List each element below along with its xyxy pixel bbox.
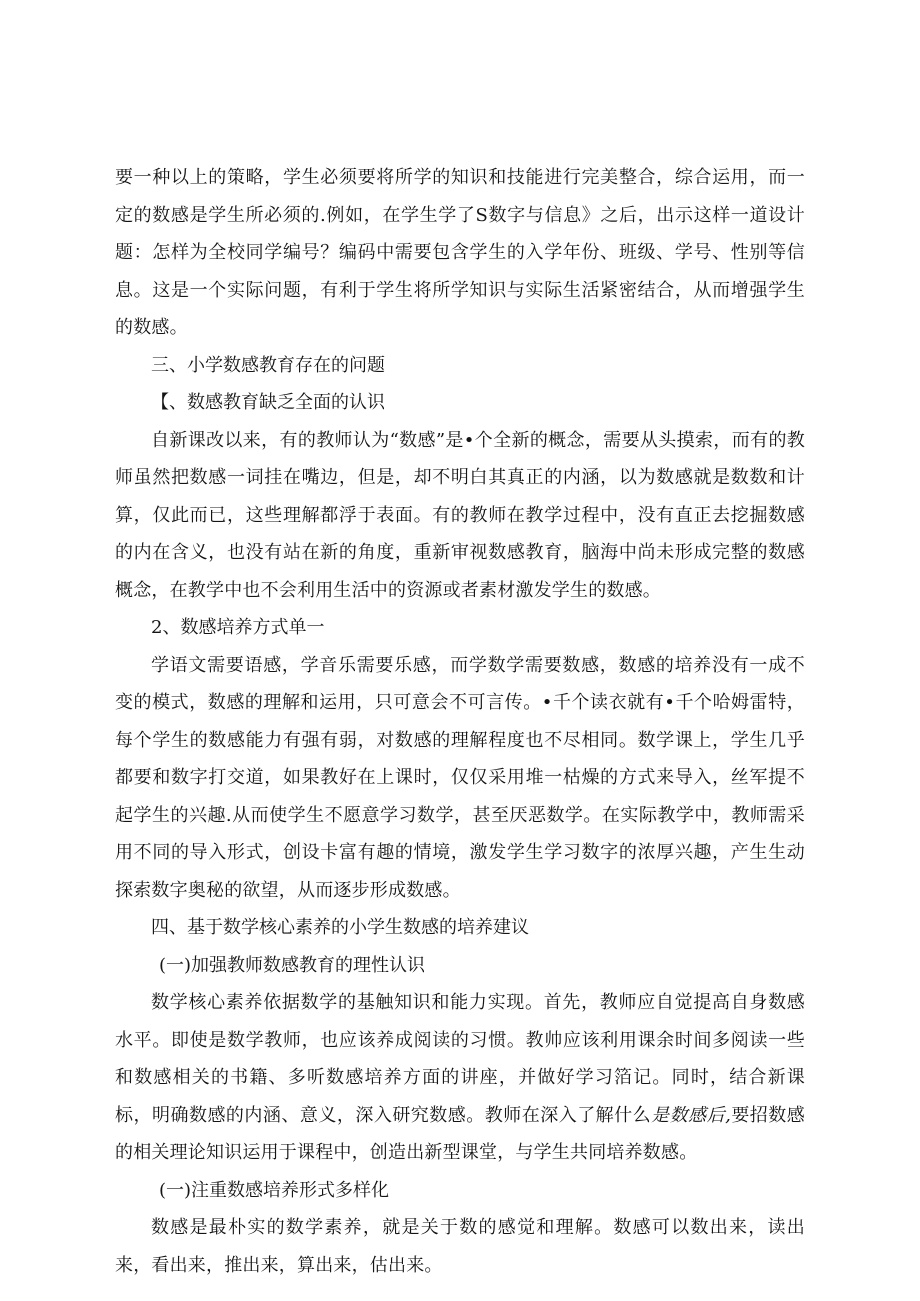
- subsection-heading-3-2: 2、数感培养方式单一: [151, 617, 325, 638]
- paragraph-diverse-forms: 数感是最朴实的数学素养，就是关于数的感觉和理解。数感可以数出来，读出来，看出来，推出来，算出来，估出来。: [115, 1217, 805, 1276]
- section-heading-4: 四、基于数学核心素养的小学生数感的培养建议: [151, 917, 529, 938]
- paragraph-understanding: 自新课改以来，有的教师认为“数感”是•个全新的概念，需要从头摸索，而有的教师虽然把数感一词挂在嘴边，但是，却不明白其真正的内涵，以为数感就是数数和计算，仅此而已，这些理解都浮于表面。有的教师在教学过程中，没有直正去挖掘数感的内在含义，也没有站在新的角度，重新审视数感教育，脑海中尚未形成完整的数感概念，在教学中也不会利用生活中的资源或者素材激发学生的数感。: [115, 429, 805, 601]
- subsection-heading-3-1: 【、数感教育缺乏全面的认识: [151, 392, 385, 413]
- section-heading-3: 三、小学数感教育存在的问题: [151, 354, 385, 376]
- subsection-heading-4-1: (一)加强教师数感教育的理性认识: [159, 954, 426, 976]
- paragraph-teacher-awareness-italic: 是数感后,: [651, 1104, 732, 1126]
- paragraph-teacher-awareness-part1: 数学核心素养依据数学的基触知识和能力实现。首先，教师应自觉提高自身数感水平。即使是数学教师，也应该养成阅读的习惯。教帅应该利用课余时间多阅读一些和数感相关的书籍、多听数感培养方面的讲座，并做好学习箔记。同时，结合新课标，明确数感的内涵、意义，深入研究数感。教师在深入了解什么: [115, 992, 805, 1126]
- paragraph-teacher-awareness: [115, 984, 805, 1172]
- paragraph-continuation: 要一种以上的策略，学生必须要将所学的知识和技能进行完美整合，综合运用，而一定的数感是学生所必须的.例如，在学生学了S数字与信息》之后，出示这样一道设计题：怎样为全校同学编号？编码中需要包含学生的入学年份、班级、学号、性别等信息。这是一个实际问题，有利于学生将所学知识与实际生活紧密结合，从而增强学生的数感。: [115, 167, 805, 338]
- document-body: [115, 159, 805, 1284]
- paragraph-teacher-awareness-part2: 要招数感的相关理论知识运用于课程中，创造出新型课堂，与学生共同培养数感。: [115, 1104, 805, 1163]
- paragraph-methods: 学语文需要语感，学音乐需要乐感，而学数学需要数感，数感的培养没有一成不变的模式，数感的理解和运用，只可意会不可言传。•千个读衣就有•千个哈姆雷特，每个学生的数感能力有强有弱，对数感的理解程度也不尽相同。数学课上，学生几乎都要和数字打交道，如果教好在上课时，仅仅采用堆一枯燥的方式来导入，丝军提不起学生的兴趣.从而使学生不愿意学习数学，甚至厌恶数学。在实际教学中，教师需采用不同的导入形式，创设卡富有趣的情境，激发学生学习数字的浓厚兴趣，产生生动探索数字奥秘的欲望，从而逐步形成数感。: [115, 654, 805, 901]
- subsection-heading-4-2: (一)注重数感培养形式多样化: [159, 1179, 390, 1201]
